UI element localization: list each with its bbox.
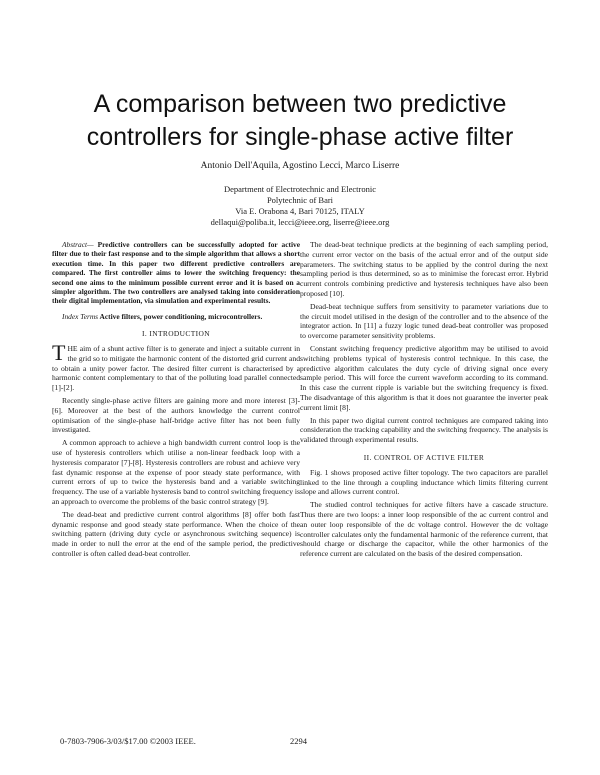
affiliation-email: dellaqui@poliba.it, lecci@ieee.org, liserre@ieee.org — [210, 217, 390, 227]
paragraph: A common approach to achieve a high bandwidth current control loop is the use of hysteresis controllers which utilise a non-linear feedback loop with a hysteresis comparator [7]-[8]. Hysteresis controllers are robust and achieve very fast dynamic response at the expense of poor steady state performance, with current errors of up to twice the hysteresis band and a variable switching frequency. The use of a variable hysteresis band to control switching frequency is an approach to overcome the problems of the basic control strategy [9]. — [52, 438, 300, 506]
paper-title — [40, 88, 560, 154]
title-line-2: controllers for single-phase active filter — [86, 123, 514, 151]
title-line-1: A comparison between two predictive — [93, 90, 507, 118]
abstract-lead: Abstract— — [62, 240, 94, 249]
paragraph: Constant switching frequency predictive algorithm may be utilised to avoid switching problems typical of hysteresis control technique. In this case, the predictive algorithm calculates the duty cycle of driving signal once every sample period. This will force the current waveform according to its command. In this case the current ripple is variable but the switching frequency is fixed. The disadvantage of this algorithm is that it does not guarantee the inverter peak current limit [8]. — [300, 343, 548, 412]
affiliation — [40, 184, 560, 228]
paragraph: In this paper two digital current control techniques are compared taking into consideration the tracking capability and the switching frequency. The analysis is validated through experimental results. — [300, 415, 548, 445]
paragraph: Recently single-phase active filters are gaining more and more interest [3]-[6]. Moreover at the best of the authors knowledge the current control optimisation of the single-phase half-bridge active filter has not been fully investigated. — [52, 396, 300, 435]
paragraph: Fig. 1 shows proposed active filter topology. The two capacitors are parallel linked to the line through a coupling inductance which limits filtering current slope and allows current control. — [300, 467, 548, 497]
drop-cap: T — [52, 340, 66, 366]
index-terms-lead: Index Terms — [62, 311, 99, 321]
abstract-text: Predictive controllers can be successfully adopted for active filter due to their fast response and to the simple algorithm that allows a short execution time. In this paper two different predictive controllers are compared. The first controller aims to lower the switching frequency: the second one aims to the minimum possible current error and it is based on a simpler algorithm. The two controllers are analysed taking into consideration their digital implementation, via simulation and experimental results. — [52, 240, 300, 306]
paragraph-text: HE aim of a shunt active filter is to generate and inject a suitable current in the grid so to mitigate the harmonic content of the distorted grid current and to obtain a unity power factor. The desired filter current is characterised by a harmonic content complementary to that of the polluting load parallel connected [1]-[2]. — [52, 344, 300, 393]
paragraph: The studied control techniques for active filters have a cascade structure. Thus there are two loops: a inner loop responsible of the ac current control and an outer loop responsible of the dc voltage control. However the dc voltage controller calculates only the fundamental harmonic of the reference current, that should charge or discharge the capacitor, while the other harmonics of the reference current are calculated on the basis of the desired compensation. — [300, 500, 548, 559]
section-heading-introduction: I. INTRODUCTION — [142, 329, 210, 339]
index-terms — [52, 312, 300, 321]
page-number: 2294 — [290, 736, 307, 746]
index-terms-text: Active filters, power conditioning, microcontrollers. — [99, 311, 263, 321]
abstract — [52, 240, 300, 306]
section-heading-control: II. CONTROL OF ACTIVE FILTER — [363, 452, 485, 462]
left-column — [52, 240, 300, 562]
paragraph: The dead-beat technique predicts at the beginning of each sampling period, the current error vector on the basis of the actual error and of the output side parameters. The switching status to be applied by the control during the next sampling period is thus determined, so as to minimise the forecast error. Hybrid current controls combining predictive and hysteresis techniques have also been proposed [10]. — [300, 240, 548, 298]
right-column — [300, 240, 548, 562]
affiliation-institution: Polytechnic of Bari — [266, 195, 334, 205]
affiliation-address: Via E. Orabona 4, Bari 70125, ITALY — [235, 206, 365, 216]
footer-isbn: 0-7803-7906-3/03/$17.00 ©2003 IEEE. — [60, 736, 196, 746]
paragraph — [52, 340, 300, 393]
affiliation-department: Department of Electrotechnic and Electronic — [224, 184, 376, 194]
paragraph: The dead-beat and predictive current control algorithms [8] offer both fast dynamic response and good steady state performance. When the choice of the switching pattern (driving duty cycle or asynchronous switching sequence) is made in order to null the error at the end of the sample period, the predictive controller is often called dead-beat controller. — [52, 509, 300, 558]
paragraph: Dead-beat technique suffers from sensitivity to parameter variations due to the circuit model utilised in the design of the controller and to the absence of the integrator action. In [11] a fuzzy logic tuned dead-beat controller was proposed to overcome parameter sensitivity problems. — [300, 301, 548, 341]
authors: Antonio Dell'Aquila, Agostino Lecci, Marco Liserre — [200, 161, 400, 171]
